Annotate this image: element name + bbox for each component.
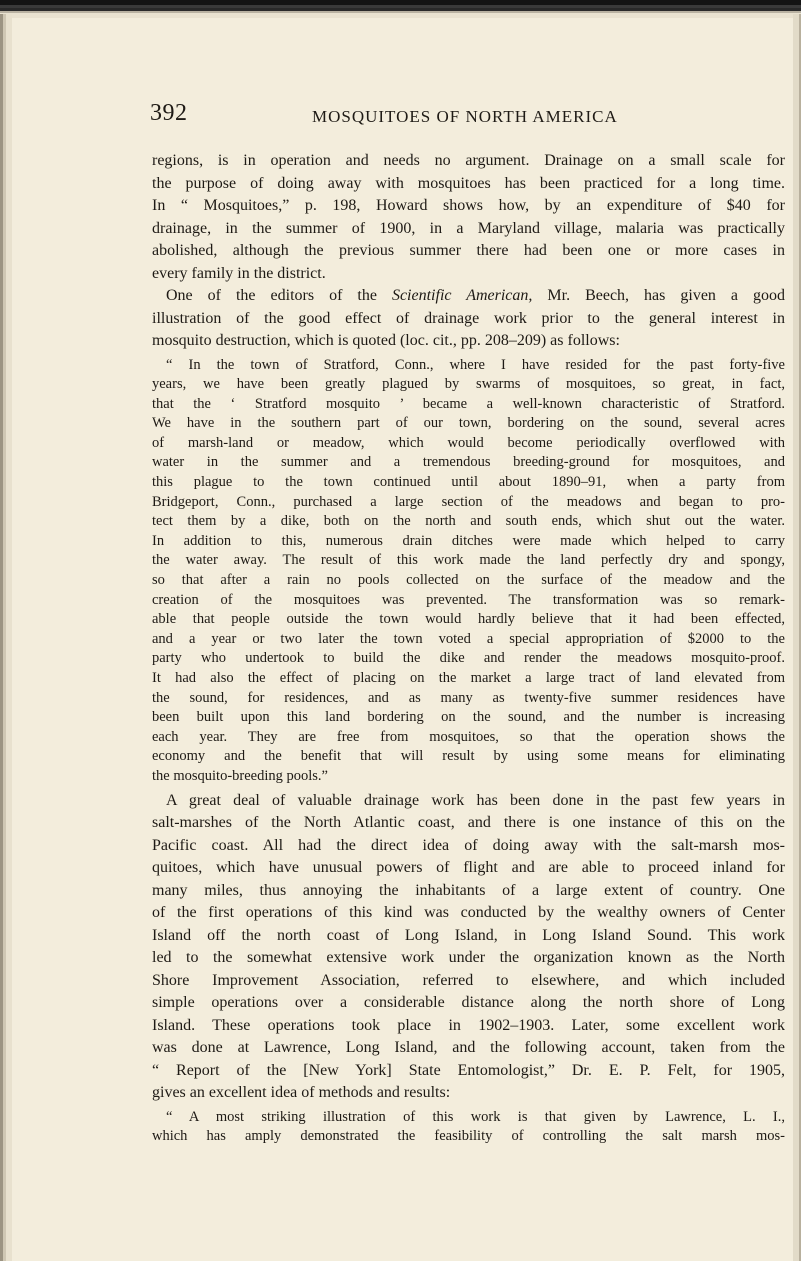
text-line: Island. These operations took place in 1902–1903. Later, some excellent work	[152, 1016, 785, 1034]
text-line: In addition to this, numerous drain ditches were made which helped to carry	[152, 532, 785, 549]
running-head: MOSQUITOES OF NORTH AMERICA	[312, 107, 618, 126]
text-line: illustration of the good effect of drainage work prior to the general interest in	[152, 309, 785, 327]
paragraph-salt-marshes	[152, 790, 785, 1105]
text-line: A great deal of valuable drainage work has been done in the past few years in	[166, 791, 785, 809]
text-line	[152, 285, 785, 308]
text-line: salt-marshes of the North Atlantic coast, and there is one instance of this on the	[152, 814, 785, 832]
text-line: that the ‘ Stratford mosquito ’ became a well-known characteristic of Stratford.	[152, 395, 785, 412]
page-number: 392	[150, 100, 188, 126]
text-line: the purpose of doing away with mosquitoes has been practiced for a long time.	[152, 174, 785, 192]
text-line: regions, is in operation and needs no argument. Drainage on a small scale for	[152, 152, 785, 169]
text-line: “ In the town of Stratford, Conn., where I have resided for the past forty-five	[166, 356, 785, 373]
text-line: It had also the effect of placing on the market a large tract of land elevated from	[152, 670, 785, 686]
text-line: Shore Improvement Association, referred to elsewhere, and which included	[152, 971, 785, 989]
text-line: party who undertook to build the dike and render the meadows mosquito-proof.	[152, 650, 785, 667]
quotation-stratford	[152, 356, 785, 787]
text-line: every family in the district.	[152, 264, 326, 282]
text-fragment: Mr. Beech, has given a good	[532, 287, 786, 304]
text-line: In “ Mosquitoes,” p. 198, Howard shows how, by an expenditure of $40 for	[152, 197, 785, 214]
text-fragment: One of the editors of the	[166, 287, 392, 304]
text-line: “ A most striking illustration of this work is that given by Lawrence, L. I.,	[166, 1108, 785, 1125]
text-line: Bridgeport, Conn., purchased a large section of the meadows and began to pro-	[152, 493, 785, 510]
text-line: “ Report of the [New York] State Entomologist,” Dr. E. P. Felt, for 1905,	[152, 1061, 785, 1079]
text-line: this plague to the town continued until about 1890–91, when a party from	[152, 474, 785, 491]
scan-left-edge	[0, 14, 12, 1261]
text-line: gives an excellent idea of methods and results:	[152, 1084, 451, 1102]
publication-title: Scientific American,	[391, 287, 533, 304]
text-line: quitoes, which have unusual powers of flight and are able to proceed inland for	[152, 859, 785, 877]
text-line: tect them by a dike, both on the north and south ends, which shut out the water.	[152, 513, 785, 530]
text-line: and a year or two later the town voted a special appropriation of $2000 to the	[152, 630, 785, 647]
text-line: mosquito destruction, which is quoted (loc. cit., pp. 208–209) as follows:	[152, 332, 620, 349]
quotation-lawrence	[152, 1108, 785, 1147]
text-line: Pacific coast. All had the direct idea of doing away with the salt-marsh mos-	[152, 836, 785, 854]
text-line: been built upon this land bordering on the sound, and the number is increasing	[152, 709, 785, 726]
text-line: each year. They are free from mosquitoes, so that the operation shows the	[152, 728, 785, 745]
text-line: years, we have been greatly plagued by swarms of mosquitoes, so great, in fact,	[152, 376, 785, 393]
body-text	[152, 150, 785, 1147]
text-line: was done at Lawrence, Long Island, and the following account, taken from the	[152, 1039, 785, 1057]
paragraph-scientific-american	[152, 285, 785, 353]
text-line: simple operations over a considerable distance along the north shore of Long	[152, 994, 785, 1012]
paragraph-drainage-intro	[152, 150, 785, 285]
page-header	[150, 100, 630, 130]
text-line: the water away. The result of this work made the land perfectly dry and spongy,	[152, 552, 785, 569]
text-line: of marsh-land or meadow, which would become periodically overflowed with	[152, 434, 785, 451]
text-line: drainage, in the summer of 1900, in a Maryland village, malaria was practically	[152, 219, 785, 237]
text-line: Island off the north coast of Long Island, in Long Island Sound. This work	[152, 926, 785, 944]
text-line: able that people outside the town would hardly believe that it had been effected,	[152, 611, 785, 628]
text-line: water in the summer and a tremendous breeding-ground for mosquitoes, and	[152, 454, 785, 471]
text-line: which has amply demonstrated the feasibility of controlling the salt marsh mos-	[152, 1128, 785, 1145]
text-line: abolished, although the previous summer there had been one or more cases in	[152, 242, 785, 259]
text-line: so that after a rain no pools collected on the surface of the meadow and the	[152, 572, 785, 589]
text-line: We have in the southern part of our town, bordering on the sound, several acres	[152, 415, 785, 432]
scan-right-edge	[793, 14, 801, 1261]
text-line: economy and the benefit that will result by using some means for eliminating	[152, 748, 785, 765]
text-line: many miles, thus annoying the inhabitants of a large extent of country. One	[152, 881, 785, 899]
scan-top-border	[0, 0, 801, 18]
text-line: the mosquito-breeding pools.”	[152, 767, 328, 784]
text-line: of the first operations of this kind was conducted by the wealthy owners of Center	[152, 904, 785, 922]
text-line: creation of the mosquitoes was prevented. The transformation was so remark-	[152, 591, 785, 608]
text-line: led to the somewhat extensive work under the organization known as the North	[152, 949, 785, 967]
text-line: the sound, for residences, and as many as twenty-five summer residences have	[152, 689, 785, 706]
